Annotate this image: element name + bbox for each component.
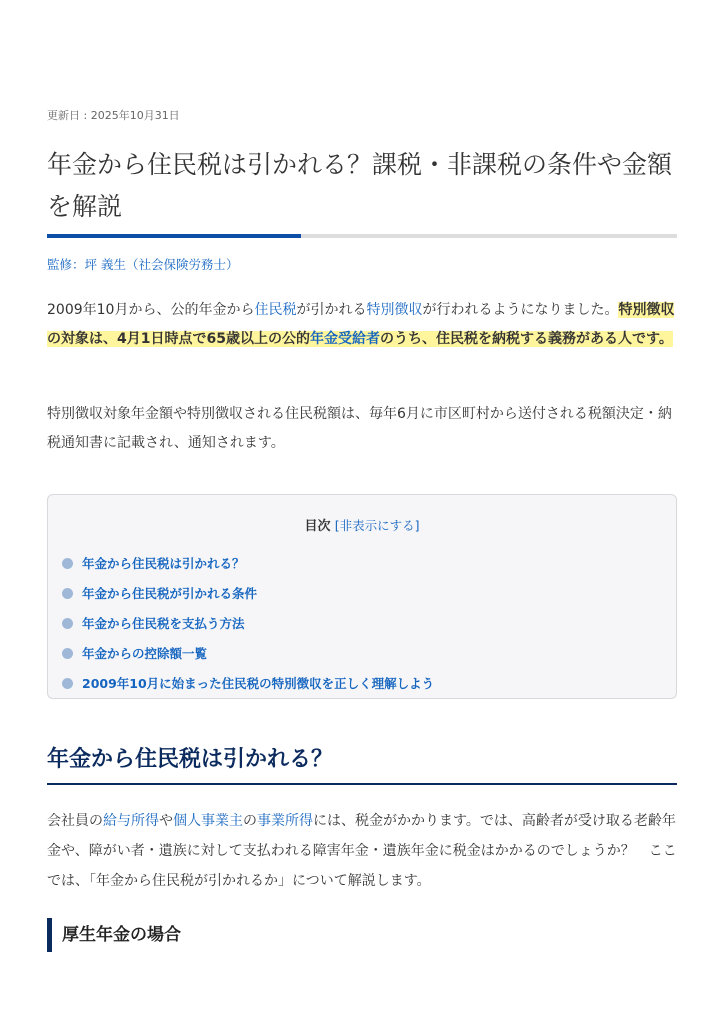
toc-item[interactable] xyxy=(62,578,676,608)
table-of-contents xyxy=(47,494,677,699)
toc-item-label: 2009年10月に始まった住民税の特別徴収を正しく理解しよう xyxy=(82,676,435,691)
section-text-1: 会社員の xyxy=(47,813,103,829)
bullet-icon xyxy=(62,588,73,599)
notice-paragraph: 特別徴収対象年金額や特別徴収される住民税額は、毎年6月に市区町村から送付される税額決定・納税通知書に記載され、通知されます。 xyxy=(47,406,672,451)
highlight-text-1: 特別徴収の対象は、4月1日時点で65歳以上の公的 xyxy=(47,302,675,347)
toc-item[interactable] xyxy=(62,668,676,698)
toc-item-label: 年金から住民税を支払う方法 xyxy=(82,616,245,631)
bullet-icon xyxy=(62,648,73,659)
section-text-3: の xyxy=(243,813,257,829)
toc-title: 目次 xyxy=(304,519,331,534)
toc-item[interactable] xyxy=(62,548,676,578)
supervisor-credit: 監修：坪 義生（社会保険労務士） xyxy=(47,257,239,272)
toc-item-label: 年金から住民税が引かれる条件 xyxy=(82,586,258,601)
section-text-2: や xyxy=(159,813,173,829)
toc-list xyxy=(48,548,676,698)
link-kyuyo-shotoku[interactable]: 給与所得 xyxy=(103,813,159,829)
title-underline xyxy=(47,234,677,238)
link-juminzei[interactable]: 住民税 xyxy=(254,302,297,318)
article-title: 年金から住民税は引かれる？課税・非課税の条件や金額を解説 xyxy=(47,150,673,221)
section-paragraph xyxy=(47,806,677,896)
intro-text-2: が引かれる xyxy=(296,302,367,318)
intro-text-3: が行われるようになりました。 xyxy=(422,302,619,318)
section-text-4: には、税金がかかります。では、高齢者が受け取る老齢年金や、障がい者・遺族に対して支払われる障害年金・遺族年金に税金はかかるのでしょうか？ ここでは、「年金から住民税が引かれるか」について解説します。 xyxy=(47,813,677,889)
toc-item[interactable] xyxy=(62,638,676,668)
highlight-text-2: のうち、住民税を納税する義務がある人です。 xyxy=(379,331,673,347)
bullet-icon xyxy=(62,558,73,569)
intro-text-1: 2009年10月から、公的年金から xyxy=(47,302,255,318)
bullet-icon xyxy=(62,678,73,689)
subsection-heading: 厚生年金の場合 xyxy=(47,918,181,952)
link-nenkin-jukyusha[interactable]: 年金受給者 xyxy=(309,331,380,347)
toc-item-label: 年金からの控除額一覧 xyxy=(82,646,208,661)
toc-toggle-link[interactable]: [非表示にする] xyxy=(334,518,420,533)
link-kojin-jigyonushi[interactable]: 個人事業主 xyxy=(173,813,243,829)
link-tokubetsu-choshu[interactable]: 特別徴収 xyxy=(366,302,423,318)
toc-header xyxy=(48,515,676,534)
toc-item-label: 年金から住民税は引かれる？ xyxy=(82,556,245,571)
bullet-icon xyxy=(62,618,73,629)
title-underline-accent xyxy=(47,234,301,238)
toc-item[interactable] xyxy=(62,608,676,638)
intro-paragraph xyxy=(47,296,677,354)
updated-date: 更新日 : 2025年10月31日 xyxy=(47,109,180,122)
section-heading: 年金から住民税は引かれる？ xyxy=(47,742,677,785)
link-jigyo-shotoku[interactable]: 事業所得 xyxy=(257,813,313,829)
